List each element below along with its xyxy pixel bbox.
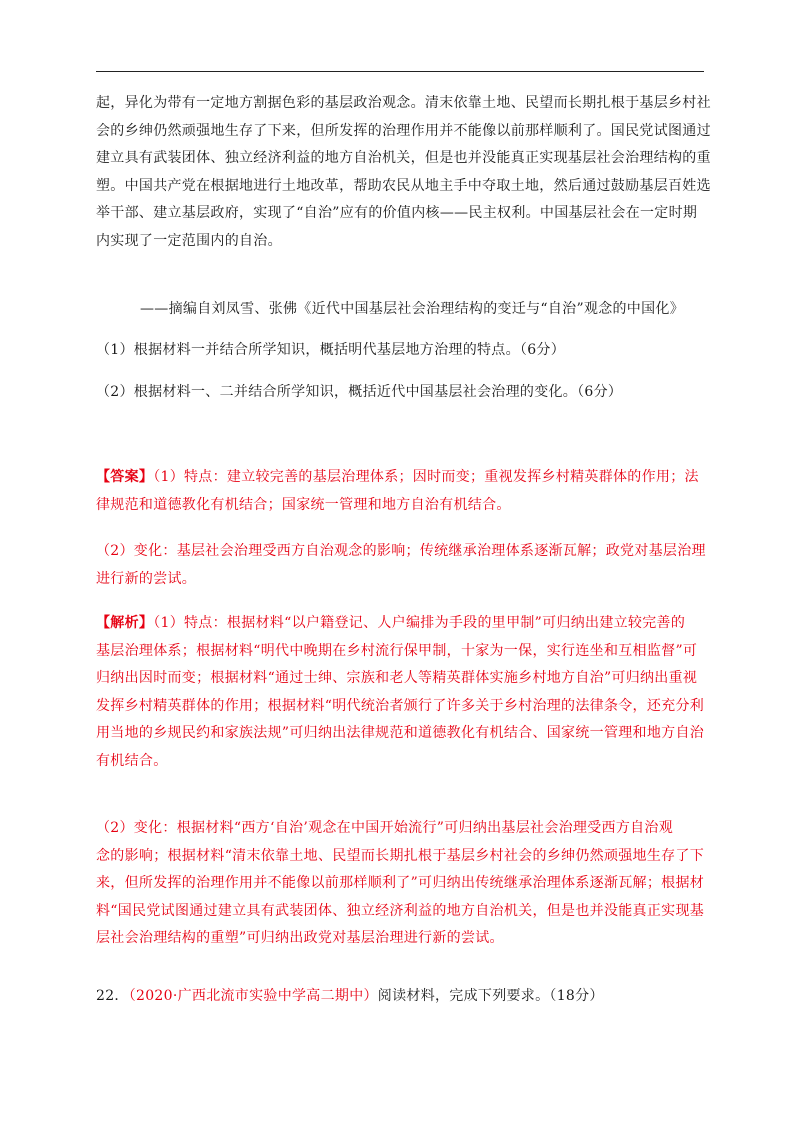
material-line: 起，异化为带有一定地方割据色彩的基层政治观念。清末依靠土地、民望而长期扎根于基层乡村社: [96, 95, 711, 111]
analysis-line: 念的影响；根据材料“清末依靠土地、民望而长期扎根于基层乡村社会的乡绅仍然顽强地生存了下: [96, 847, 705, 864]
analysis-line: 层社会治理结构的重塑”可归纳出政党对基层治理进行新的尝试。: [96, 930, 504, 946]
answer-line: （1）特点：建立较完善的基层治理体系；因时而变；重视发挥乡村精英群体的作用；法: [153, 469, 699, 485]
question-source: （2020·广西北流市实验中学高二期中）: [128, 988, 378, 1004]
analysis-line: 归纳出因时而变；根据材料“通过士绅、宗族和老人等精英群体实施乡村地方自治”可归纳出重视: [96, 670, 698, 686]
analysis-line: 来，但所发挥的治理作用并不能像以前那样顺利了”可归纳出传统继承治理体系逐渐瓦解；根据材: [96, 875, 705, 891]
analysis-line: 有机结合。: [96, 752, 168, 769]
question-1: （1）根据材料一并结合所学知识，概括明代基层地方治理的特点。（6分）: [96, 342, 566, 358]
analysis-part-2: [96, 815, 706, 953]
answer-line: 进行新的尝试。: [96, 570, 197, 587]
material-line: 会的乡绅仍然顽强地生存了下来，但所发挥的治理作用并不能像以前那样顺利了。国民党试图通过: [96, 122, 711, 139]
analysis-line: 料“国民党试图通过建立具有武装团体、独立经济利益的地方自治机关，但是也并没能真正实现基: [96, 902, 705, 919]
answer-line: 律规范和道德教化有机结合；国家统一管理和地方自治有机结合。: [96, 496, 511, 513]
analysis-line: 用当地的乡规民约和家族法规”可归纳出法律规范和道德教化有机结合、国家统一管理和地方自治: [96, 725, 705, 741]
question-prompt: 阅读材料，完成下列要求。（18分）: [377, 988, 604, 1004]
answer-tag: 【答案】: [96, 469, 154, 485]
analysis-tag: 【解析】: [96, 615, 154, 631]
answer-part-2: [96, 538, 706, 593]
answer-line: （2）变化：基层社会治理受西方自治观念的影响；传统继承治理体系逐渐瓦解；政党对基层治理: [96, 543, 706, 559]
material-line: 塑。中国共产党在根据地进行土地改革，帮助农民从地主手中夺取土地，然后通过鼓励基层百姓选: [96, 177, 711, 194]
analysis-line: 基层治理体系；根据材料“明代中晚期在乡村流行保甲制，十家为一保，实行连坐和互相监督”可: [96, 642, 698, 659]
analysis-line: 发挥乡村精英群体的作用；根据材料“明代统治者颁行了许多关于乡村治理的法律条令，还充分利: [96, 697, 705, 714]
analysis-line: （1）特点：根据材料“以户籍登记、人户编排为手段的里甲制”可归纳出建立较完善的: [153, 615, 686, 631]
material-paragraph: [96, 90, 711, 255]
analysis-part-1: [96, 610, 706, 775]
header-rule: [96, 71, 704, 72]
analysis-line: （2）变化：根据材料“西方‘自治’观念在中国开始流行”可归纳出基层社会治理受西方自治观: [96, 820, 674, 836]
answer-part-1: [96, 464, 706, 519]
question-22-header: [96, 983, 706, 1011]
question-number: 22．: [96, 988, 129, 1004]
material-line: 举干部、建立基层政府，实现了“自治”应有的价值内核——民主权利。中国基层社会在一定时期: [96, 205, 698, 221]
material-line: 内实现了一定范围内的自治。: [96, 232, 282, 249]
source-citation: ——摘编自刘凤雪、张佛《近代中国基层社会治理结构的变迁与“自治”观念的中国化》: [140, 301, 685, 317]
material-line: 建立具有武装团体、独立经济利益的地方自治机关，但是也并没能真正实现基层社会治理结构的重: [96, 150, 711, 166]
question-2: （2）根据材料一、二并结合所学知识，概括近代中国基层社会治理的变化。（6分）: [96, 384, 623, 400]
